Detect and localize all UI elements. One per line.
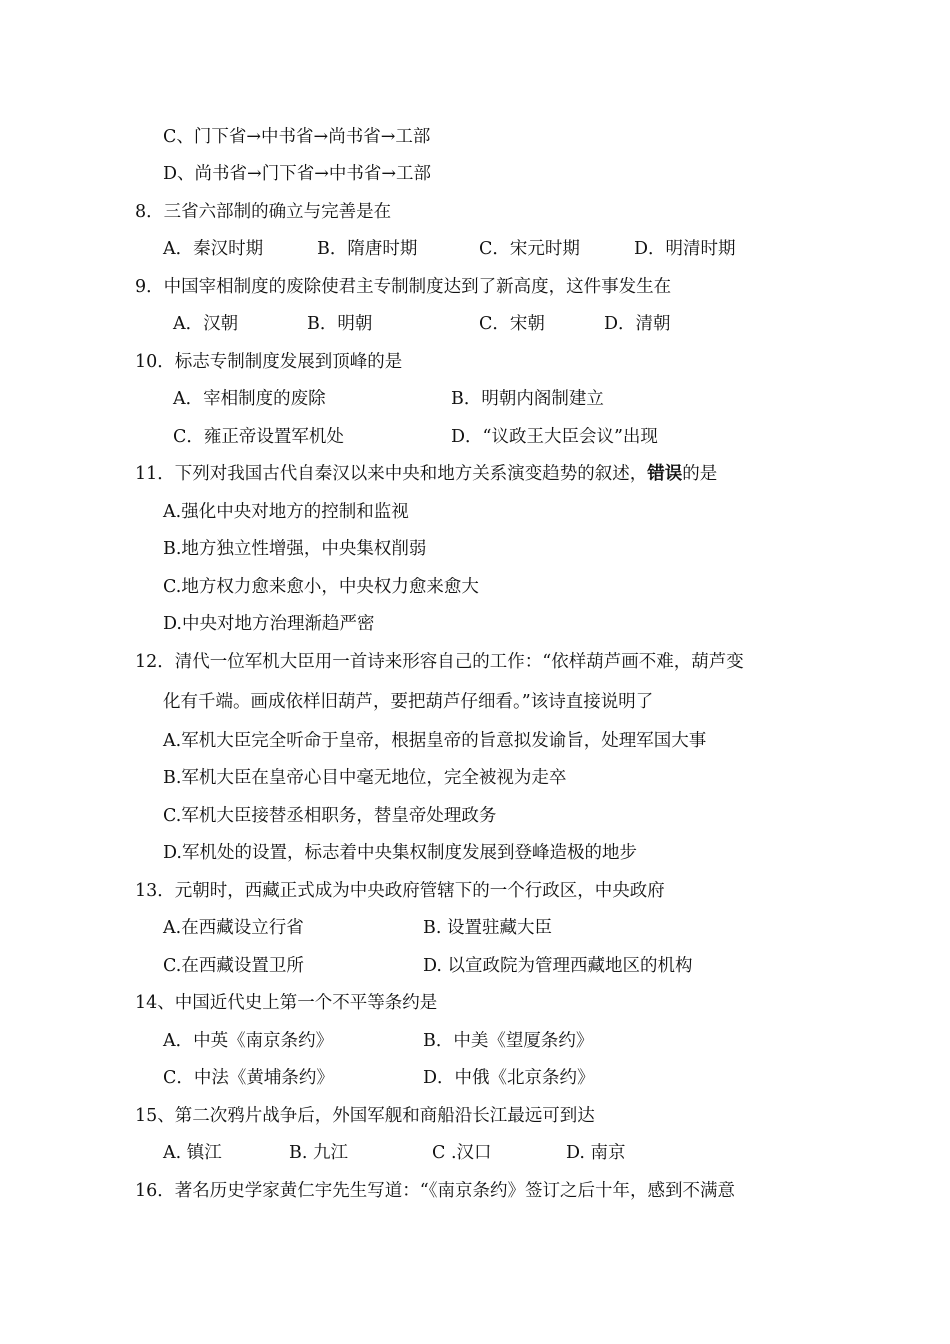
q9-option-c: C．宋朝 xyxy=(479,314,545,334)
q11-option-b: B.地方独立性增强，中央集权削弱 xyxy=(163,539,427,559)
q10-stem: 10．标志专制制度发展到顶峰的是 xyxy=(135,352,403,372)
q8-option-a: A．秦汉时期 xyxy=(163,239,264,259)
q14-stem: 14、中国近代史上第一个不平等条约是 xyxy=(135,993,438,1013)
q9-option-a: A．汉朝 xyxy=(173,314,239,334)
q12-option-d: D.军机处的设置，标志着中央集权制度发展到登峰造极的地步 xyxy=(163,843,637,863)
q15-option-a: A. 镇江 xyxy=(163,1143,222,1163)
q11-option-c: C.地方权力愈来愈小，中央权力愈来愈大 xyxy=(163,577,479,597)
q11-stem-start: 11．下列对我国古代自秦汉以来中央和地方关系演变趋势的叙述， xyxy=(135,464,648,484)
q12-option-b: B.军机大臣在皇帝心目中毫无地位，完全被视为走卒 xyxy=(163,768,567,788)
q10-option-a: A．宰相制度的废除 xyxy=(173,389,326,409)
q8-option-d: D．明清时期 xyxy=(634,239,736,259)
q11-stem-emphasis: 错误 xyxy=(647,464,683,484)
q16-stem-line-1: 16．著名历史学家黄仁宇先生写道：“《南京条约》签订之后十年，感到不满意 xyxy=(135,1181,735,1201)
q11-option-a: A.强化中央对地方的控制和监视 xyxy=(163,502,409,522)
q11-stem xyxy=(135,462,717,486)
q12-stem-line-1: 12．清代一位军机大臣用一首诗来形容自己的工作：“依样葫芦画不难，葫芦变 xyxy=(135,652,744,672)
q12-stem-line-2: 化有千端。画成依样旧葫芦，要把葫芦仔细看。”该诗直接说明了 xyxy=(163,692,654,712)
q9-stem: 9．中国宰相制度的废除使君主专制制度达到了新高度，这件事发生在 xyxy=(135,277,672,297)
q13-option-a: A.在西藏设立行省 xyxy=(163,918,304,938)
q14-option-b: B．中美《望厦条约》 xyxy=(423,1031,594,1051)
q7-option-d: D、尚书省→门下省→中书省→工部 xyxy=(163,164,432,184)
q11-stem-end: 的是 xyxy=(682,464,718,484)
q13-stem: 13．元朝时，西藏正式成为中央政府管辖下的一个行政区，中央政府 xyxy=(135,881,665,901)
q11-option-d: D.中央对地方治理渐趋严密 xyxy=(163,614,375,634)
q9-option-d: D．清朝 xyxy=(604,314,671,334)
q14-option-d: D．中俄《北京条约》 xyxy=(423,1068,595,1088)
q10-option-d: D．“议政王大臣会议”出现 xyxy=(451,427,658,447)
q12-option-c: C.军机大臣接替丞相职务，替皇帝处理政务 xyxy=(163,806,497,826)
q10-option-c: C．雍正帝设置军机处 xyxy=(173,427,344,447)
q13-option-c: C.在西藏设置卫所 xyxy=(163,956,304,976)
q10-option-b: B．明朝内阁制建立 xyxy=(451,389,604,409)
q8-option-c: C．宋元时期 xyxy=(479,239,580,259)
q15-option-c: C .汉口 xyxy=(432,1143,492,1163)
q7-option-c: C、门下省→中书省→尚书省→工部 xyxy=(163,127,431,147)
q14-option-c: C．中法《黄埔条约》 xyxy=(163,1068,334,1088)
q8-option-b: B．隋唐时期 xyxy=(317,239,418,259)
q15-option-b: B. 九江 xyxy=(289,1143,348,1163)
q8-stem: 8．三省六部制的确立与完善是在 xyxy=(135,202,392,222)
q15-option-d: D. 南京 xyxy=(566,1143,626,1163)
q13-option-b: B. 设置驻藏大臣 xyxy=(423,918,552,938)
q15-stem: 15、第二次鸦片战争后，外国军舰和商船沿长江最远可到达 xyxy=(135,1106,595,1126)
q9-option-b: B．明朝 xyxy=(307,314,373,334)
q13-option-d: D. 以宣政院为管理西藏地区的机构 xyxy=(423,956,693,976)
q14-option-a: A．中英《南京条约》 xyxy=(163,1031,334,1051)
q12-option-a: A.军机大臣完全听命于皇帝，根据皇帝的旨意拟发谕旨，处理军国大事 xyxy=(163,731,707,751)
